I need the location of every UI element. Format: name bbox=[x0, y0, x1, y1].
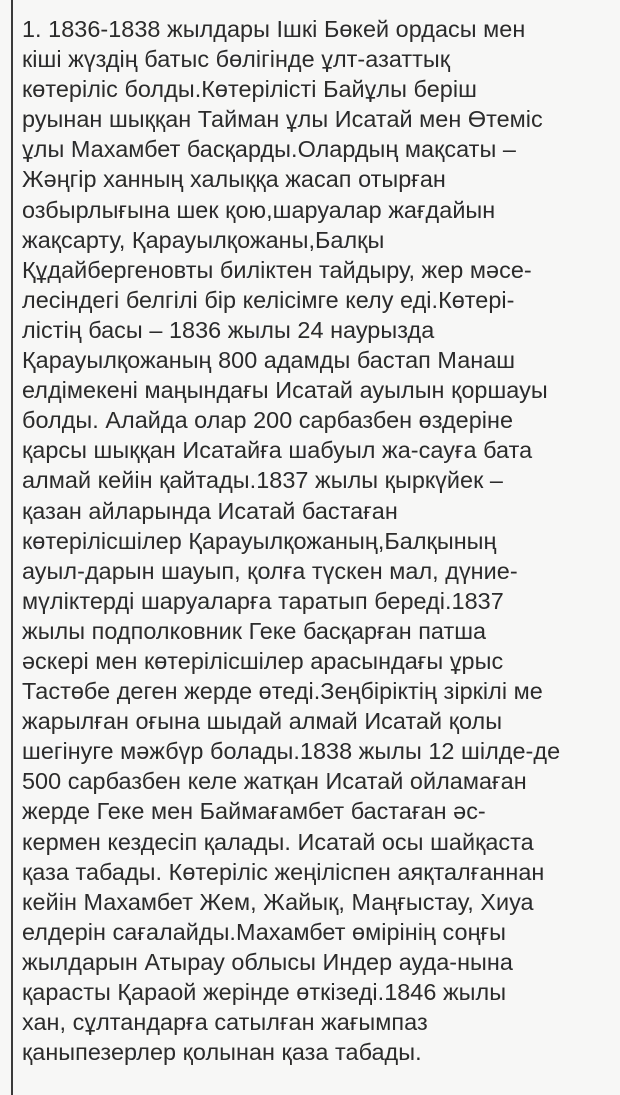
text-line: болды. Алайда олар 200 сарбазбен өздеріне bbox=[22, 407, 514, 434]
text-line: шегінуге мәжбүр болады.1838 жылы 12 шілде-де bbox=[22, 738, 561, 765]
text-line: қарасты Қараой жерінде өткізеді.1846 жылы bbox=[22, 979, 507, 1005]
text-line: лесіндегі белгілі бір келісімге келу еді.Көтері- bbox=[22, 286, 515, 313]
answer-text bbox=[22, 14, 618, 1067]
text-line: Құдайбергеновты биліктен тайдыру, жер мәсе- bbox=[22, 256, 532, 283]
text-line: жылдарын Атырау облысы Индер ауда-нына bbox=[22, 948, 513, 975]
text-line: көтерілісшілер Қарауылқожаның,Балқының bbox=[22, 527, 497, 554]
text-line: елдерін сағалайды.Махамбет өмірінің соңғы bbox=[22, 918, 506, 945]
text-line: Жәңгір ханның халыққа жасап отырған bbox=[22, 166, 446, 193]
text-line: хан, сұлтандарға сатылған жағымпаз bbox=[22, 1009, 428, 1036]
text-line: кейін Махамбет Жем, Жайық, Маңғыстау, Хиуа bbox=[22, 888, 534, 915]
text-line: жерде Геке мен Баймағамбет бастаған әс- bbox=[22, 798, 486, 825]
text-line: алмай кейін қайтады.1837 жылы қыркүйек – bbox=[22, 467, 503, 494]
text-line: көтеріліс болды.Көтерілісті Байұлы беріш bbox=[22, 76, 477, 103]
text-line: ауыл-дарын шауып, қолға түскен мал, дүние- bbox=[22, 557, 518, 584]
text-line: қаза табады. Көтеріліс жеңіліспен аяқталғаннан bbox=[22, 858, 545, 885]
text-line: мүліктерді шаруаларға таратып береді.1837 bbox=[22, 587, 504, 614]
text-line: жарылған оғына шыдай алмай Исатай қолы bbox=[22, 708, 503, 735]
text-line: елдімекені маңындағы Исатай ауылын қоршауы bbox=[22, 377, 548, 404]
text-line: ұлы Махамбет басқарды.Олардың мақсаты – bbox=[22, 136, 516, 163]
text-line: жақсарту, Қарауылқожаны,Балқы bbox=[22, 226, 385, 253]
text-line: кіші жүздің батыс бөлігінде ұлт-азаттық bbox=[22, 46, 451, 73]
text-line: озбырлығына шек қою,шаруалар жағдайын bbox=[22, 196, 496, 223]
text-line: қазан айларында Исатай бастаған bbox=[22, 497, 398, 524]
text-line: кермен кездесіп қалады. Исатай осы шайқаста bbox=[22, 828, 534, 855]
text-line: 1. 1836-1838 жылдары Ішкі Бөкей ордасы мен bbox=[22, 16, 526, 42]
text-line: лістің басы – 1836 жылы 24 наурызда bbox=[22, 316, 435, 343]
left-border-line bbox=[11, 0, 13, 1095]
text-line: руынан шыққан Тайман ұлы Исатай мен Өтеміс bbox=[22, 106, 543, 133]
text-line: жылы подполковник Геке басқарған патша bbox=[22, 617, 487, 644]
text-line: қарсы шыққан Исатайға шабуыл жа-сауға бата bbox=[22, 437, 533, 464]
text-line: 500 сарбазбен келе жатқан Исатай ойламаған bbox=[22, 768, 527, 795]
text-line: әскері мен көтерілісшілер арасындағы ұрыс bbox=[22, 647, 504, 674]
text-line: Қарауылқожаның 800 адамды бастап Манаш bbox=[22, 347, 516, 374]
text-line: Тастөбе деген жерде өтеді.Зеңбіріктің зіркілі ме bbox=[22, 678, 543, 705]
text-line: қаныпезерлер қолынан қаза табады. bbox=[22, 1039, 422, 1066]
